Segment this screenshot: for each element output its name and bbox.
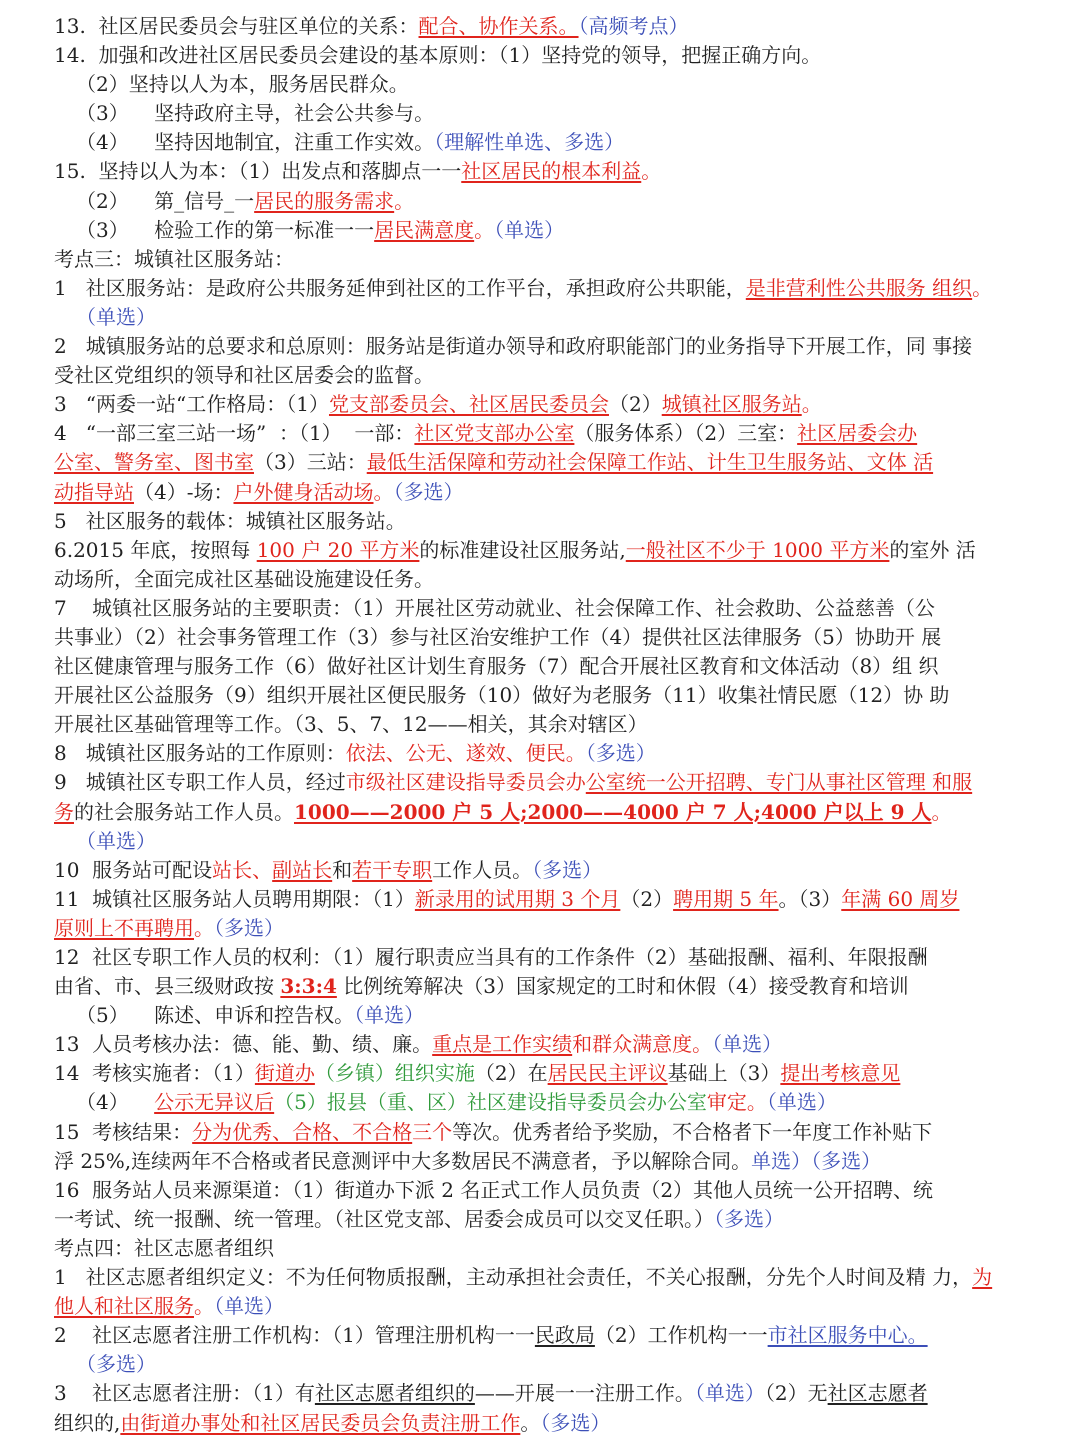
text-segment: （3） 坚持政府主导，社会公共参与。 — [76, 101, 435, 126]
text-line — [54, 507, 1028, 536]
text-segment: 1 社区志愿者组织定义：不为任何物质报酬，主动承担社会责任，不关心报酬，分先个人时间及精 力， — [54, 1265, 973, 1290]
text-segment: 开展社区基础管理等工作。（3、5、7、12——相关，其余对辖区） — [54, 712, 648, 737]
text-segment: 9 城镇社区专职工作人员，经过 — [54, 770, 346, 795]
red-text-segment: 。 — [194, 915, 214, 940]
text-segment: 考点四：社区志愿者组织 — [54, 1235, 274, 1260]
red-text-segment: 城镇社区服务站 — [661, 392, 802, 417]
text-segment: 13. 社区居民委员会与驻区单位的关系： — [54, 14, 419, 38]
red-text-segment: 是非营利性公共服务 组织 — [745, 275, 973, 300]
text-segment: （3）三站： — [254, 450, 367, 475]
blue-text-segment: 市社区服务中心。 — [767, 1323, 928, 1348]
red-text-segment: 由街道办事处和社区居民委员会负责注册工作 — [120, 1410, 521, 1435]
text-segment: （2） — [620, 886, 674, 911]
text-line — [54, 361, 1028, 390]
text-segment: 3 “两委一站“工作格局：（1） — [54, 392, 329, 417]
text-line — [54, 1205, 1028, 1234]
text-segment: （5） 陈述、申诉和控告权。 — [76, 1003, 355, 1028]
text-line — [54, 681, 1028, 710]
text-segment: 动场所，全面完成社区基础设施建设任务。 — [54, 566, 434, 591]
red-text-segment: 年满 60 周岁 — [841, 886, 960, 911]
text-segment: 的室外 活 — [889, 537, 976, 562]
red-text-segment: 1000——2000 户 5 人;2000——4000 户 7 人;4000 户以上 9 人 — [294, 799, 932, 824]
text-line — [54, 739, 1028, 768]
text-segment: 15. 坚持以人为本：（1）出发点和落脚点一一 — [54, 159, 462, 184]
text-segment: 12 社区专职工作人员的权利：（1）履行职责应当具有的工作条件（2）基础报酬、福利、年限报酬 — [54, 945, 928, 969]
text-segment: 14. 加强和改进社区居民委员会建设的基本原则：（1）坚持党的领导，把握正确方向。 — [54, 43, 822, 68]
red-text-segment: 配合、协作关系。 — [418, 14, 579, 38]
text-line — [54, 536, 1028, 565]
blue-text-segment: （多选） — [76, 1352, 156, 1377]
text-segment: （服务体系）（2）三室： — [574, 421, 798, 446]
text-segment: 开展社区公益服务（9）组织开展社区便民服务（10）做好为老服务（11）收集社情民愿（12）协 助 — [54, 683, 950, 708]
text-line — [54, 274, 1028, 303]
text-line — [54, 1234, 1028, 1263]
red-text-segment: 新录用的试用期 3 个月 — [414, 886, 621, 911]
red-text-segment: 。 — [194, 1294, 214, 1319]
red-text-segment: 。 — [394, 188, 415, 213]
text-line — [54, 1263, 1028, 1292]
text-segment: 。（3） — [778, 886, 842, 911]
red-text-segment: 和群众满意度。 — [572, 1032, 713, 1057]
text-line — [54, 332, 1028, 361]
text-segment: 考点三：城镇社区服务站： — [54, 246, 294, 271]
text-segment: 等次。优秀者给予奖励，不合格者下一年度工作补贴下 — [452, 1119, 933, 1144]
red-text-segment: 。 — [373, 479, 394, 504]
text-segment: 7 城镇社区服务站的主要职责：（1）开展社区劳动就业、社会保障工作、社会救助、公益慈善（公 — [54, 595, 935, 620]
blue-text-segment: （多选） — [214, 915, 284, 940]
text-line — [54, 1001, 1028, 1030]
text-segment: （2） 第_信号_一 — [76, 188, 255, 213]
red-text-segment: 为 — [972, 1265, 993, 1290]
red-text-segment: 他人和社区服务 — [54, 1294, 194, 1319]
text-segment: （2） — [608, 392, 662, 417]
text-line — [54, 943, 1028, 972]
red-text-segment: 社区居委会办 — [797, 421, 918, 446]
red-text-segment: 公室统一公开招聘、专门从事社区管理 和服 — [585, 770, 973, 795]
text-segment: （2）在 — [474, 1061, 548, 1086]
text-segment: 16 服务站人员来源渠道：（1）街道办下派 2 名正式工作人员负责（2）其他人员统一公开招聘、统 — [54, 1177, 934, 1202]
text-segment: 2 城镇服务站的总要求和总原则：服务站是街道办领导和政府职能部门的业务指导下开展工作，同 事接 — [54, 334, 973, 359]
text-segment: 6.2015 年底，按照每 — [54, 537, 257, 562]
text-segment: 工作人员。 — [432, 857, 533, 882]
text-segment: （2）工作机构一一 — [594, 1323, 768, 1348]
red-text-segment: 社区居民的根本利益 — [461, 159, 642, 184]
blue-text-segment: （多选） — [540, 1410, 611, 1435]
blue-text-segment: 单选）（多选） — [751, 1148, 882, 1173]
text-line — [54, 710, 1028, 739]
text-line — [54, 216, 1028, 245]
red-text-segment: 副站长 — [272, 857, 333, 882]
text-line — [54, 885, 1028, 914]
text-line — [54, 1321, 1028, 1350]
blue-text-segment: （多选） — [532, 857, 603, 882]
text-line — [54, 798, 1028, 827]
red-text-segment: 。 — [972, 275, 993, 300]
text-segment: 2 社区志愿者注册工作机构：（1）管理注册机构一一 — [54, 1323, 535, 1348]
text-segment: 受社区党组织的领导和社区居委会的监督。 — [54, 363, 434, 388]
text-line — [54, 478, 1028, 507]
red-text-segment: 若干专职 — [352, 857, 433, 882]
text-segment: 社区志愿者组织的 — [314, 1381, 475, 1406]
text-segment: 一考试、统一报酬、统一管理。（社区党支部、居委会成员可以交叉任职。） — [54, 1206, 714, 1231]
text-line — [54, 565, 1028, 594]
red-text-segment: 公示无异议后 — [154, 1090, 275, 1115]
red-text-segment: 居民民主评议 — [547, 1061, 668, 1086]
text-segment: 共事业）（2）社会事务管理工作（3）参与社区治安维护工作（4）提供社区法律服务（5）协助开 展 — [54, 624, 942, 649]
red-text-segment: 最低生活保障和劳动社会保障工作站、计生卫生服务站、文体 活 — [366, 450, 934, 475]
text-segment: 社区健康管理与服务工作（6）做好社区计划生育服务（7）配合开展社区教育和文体活动（8）组 织 — [54, 654, 939, 679]
blue-text-segment: （多选） — [585, 741, 656, 766]
red-text-segment: 原则上不再聘用 — [54, 915, 194, 940]
text-segment: 15 考核结果： — [54, 1119, 193, 1144]
text-line — [54, 1379, 1028, 1408]
text-segment: ——开展一一注册工作。 — [474, 1381, 695, 1406]
red-text-segment: 。 — [931, 799, 952, 824]
text-segment: （3） 检验工作的第一标准一一 — [76, 217, 375, 242]
text-line — [54, 1409, 1028, 1438]
text-segment: 的标准建设社区服务站, — [419, 537, 626, 562]
text-line — [54, 768, 1028, 797]
text-line — [54, 1176, 1028, 1205]
red-text-segment: 站长、 — [212, 857, 273, 882]
text-line — [54, 827, 1028, 856]
text-line — [54, 448, 1028, 477]
text-segment: 1 社区服务站：是政府公共服务延伸到社区的工作平台，承担政府公共职能， — [54, 275, 746, 300]
text-segment: （4） — [76, 1090, 155, 1115]
text-segment: （4） 坚持因地制宜，注重工作实效。 — [76, 130, 435, 155]
blue-text-segment: （单选） — [766, 1090, 837, 1115]
red-text-segment: 审定。 — [706, 1090, 767, 1115]
text-line — [54, 128, 1028, 157]
text-segment: 比例统筹解决（3）国家规定的工时和休假（4）接受教育和培训 — [336, 974, 909, 999]
text-line — [54, 914, 1028, 943]
red-text-segment: 街道办 — [254, 1061, 315, 1086]
text-segment: （2）坚持以人为本，服务居民群众。 — [76, 72, 409, 97]
text-segment: 组织的, — [54, 1410, 121, 1435]
text-segment: 5 社区服务的载体：城镇社区服务站。 — [54, 508, 406, 533]
red-text-segment: 3:3:4 — [280, 974, 337, 999]
text-line — [54, 652, 1028, 681]
text-segment: 8 城镇社区服务站的工作原则： — [54, 741, 346, 766]
text-segment: 4 “一部三室三站一场” ：（1） 一部： — [54, 421, 415, 446]
blue-text-segment: （单选） — [354, 1003, 425, 1028]
text-line — [54, 390, 1028, 419]
blue-text-segment: （单选） — [214, 1294, 284, 1319]
text-segment: （2）无 — [764, 1381, 828, 1406]
red-text-segment: 分为优秀、合格、不合格 — [192, 1119, 413, 1144]
text-segment: 11 城镇社区服务站人员聘用期限：（1） — [54, 886, 415, 911]
text-line — [54, 1059, 1028, 1088]
text-line — [54, 70, 1028, 99]
text-line — [54, 245, 1028, 274]
text-line — [54, 1030, 1028, 1059]
text-line — [54, 41, 1028, 70]
text-segment: 社区志愿者 — [827, 1381, 928, 1406]
text-line — [54, 856, 1028, 885]
red-text-segment: 。 — [801, 392, 822, 417]
text-segment: 民政局 — [534, 1323, 595, 1348]
text-line — [54, 972, 1028, 1001]
text-segment: 基础上（3） — [667, 1061, 781, 1086]
blue-text-segment: （单选） — [712, 1032, 783, 1057]
red-text-segment: 聘用期 5 年 — [673, 886, 779, 911]
red-text-segment: 居民满意度 — [374, 217, 475, 242]
red-text-segment: 社区党支部办公室 — [414, 421, 575, 446]
text-segment: 浮 25%,连续两年不合格或者民意测评中大多数居民不满意者，予以解除合同。 — [54, 1148, 752, 1173]
text-line — [54, 1088, 1028, 1117]
text-line — [54, 187, 1028, 216]
text-segment: 10 服务站可配设 — [54, 857, 213, 882]
red-text-segment: 务 — [54, 799, 74, 824]
text-segment: 的社会服务站工作人员。 — [74, 799, 294, 824]
text-line — [54, 12, 1028, 41]
red-text-segment: 。 — [641, 159, 662, 184]
text-line — [54, 1350, 1028, 1379]
red-text-segment: 100 户 20 平方米 — [256, 537, 420, 562]
blue-text-segment: （单选） — [494, 217, 565, 242]
green-text-segment: （5）报县（重、区）社区建设指导委员会办公室 — [274, 1090, 707, 1115]
green-text-segment: （乡镇）组织实施 — [314, 1061, 475, 1086]
red-text-segment: 党支部委员会、社区居民委员会 — [328, 392, 609, 417]
text-segment: 。 — [520, 1410, 541, 1435]
red-text-segment: 提出考核意见 — [780, 1061, 901, 1086]
text-segment: 和 — [332, 857, 353, 882]
red-text-segment: 。 — [474, 217, 495, 242]
red-text-segment: 居民的服务需求 — [254, 188, 395, 213]
blue-text-segment: （单选） — [76, 304, 156, 329]
red-text-segment: 公室、警务室、图书室 — [54, 450, 254, 475]
red-text-segment: 市级社区建设指导委员会办 — [345, 770, 586, 795]
text-line — [54, 594, 1028, 623]
red-text-segment: 动指导站 — [54, 479, 134, 504]
text-line — [54, 303, 1028, 332]
blue-text-segment: （多选） — [393, 479, 464, 504]
blue-text-segment: （多选） — [714, 1206, 784, 1231]
red-text-segment: 三个 — [412, 1119, 453, 1144]
document-body — [54, 12, 1028, 1438]
red-text-segment: 户外健身活动场 — [233, 479, 374, 504]
text-line — [54, 1292, 1028, 1321]
blue-text-segment: （高频考点） — [578, 14, 689, 38]
text-line — [54, 99, 1028, 128]
blue-text-segment: （单选） — [76, 828, 156, 853]
text-line — [54, 623, 1028, 652]
red-text-segment: 依法、公无、遂效、便民。 — [345, 741, 586, 766]
text-segment: 由省、市、县三级财政按 — [54, 974, 281, 999]
red-text-segment: 重点是工作实绩 — [432, 1032, 573, 1057]
text-segment: （4）-场： — [134, 479, 234, 504]
blue-text-segment: （单选） — [694, 1381, 765, 1406]
text-segment: 14 考核实施者：（1） — [54, 1061, 255, 1086]
text-segment: 13 人员考核办法：德、能、勤、绩、廉。 — [54, 1032, 433, 1057]
text-line — [54, 1147, 1028, 1176]
text-segment: 3 社区志愿者注册：（1）有 — [54, 1381, 315, 1406]
text-line — [54, 419, 1028, 448]
text-line — [54, 157, 1028, 186]
text-line — [54, 1118, 1028, 1147]
red-text-segment: 一般社区不少于 1000 平方米 — [625, 537, 890, 562]
blue-text-segment: （理解性单选、多选） — [434, 130, 625, 155]
